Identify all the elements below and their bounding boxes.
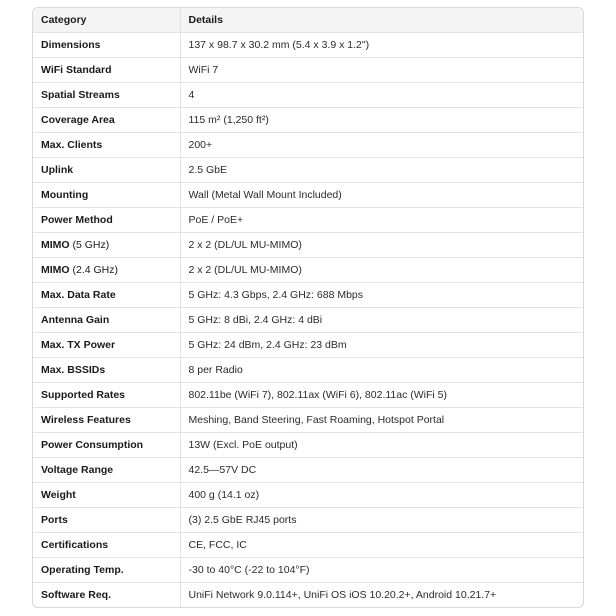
row-details: (3) 2.5 GbE RJ45 ports (180, 508, 583, 533)
row-details: -30 to 40°C (-22 to 104°F) (180, 558, 583, 583)
table-row (33, 283, 583, 308)
header-category: Category (33, 8, 180, 33)
table-row (33, 108, 583, 133)
category-suffix: (2.4 GHz) (69, 264, 119, 276)
table-row (33, 308, 583, 333)
row-category (33, 208, 180, 233)
table-row (33, 208, 583, 233)
row-details: WiFi 7 (180, 58, 583, 83)
row-details: 2.5 GbE (180, 158, 583, 183)
category-label: Max. TX Power (41, 339, 116, 351)
table-row (33, 558, 583, 583)
specs-table (33, 8, 583, 607)
table-header-row (33, 8, 583, 33)
row-details: 115 m² (1,250 ft²) (180, 108, 583, 133)
category-label: Operating Temp. (41, 564, 124, 576)
row-details: 8 per Radio (180, 358, 583, 383)
row-category (33, 283, 180, 308)
row-category (33, 408, 180, 433)
row-details: UniFi Network 9.0.114+, UniFi OS iOS 10.20.2+, Android 10.21.7+ (188, 589, 497, 601)
category-label: Power Method (41, 214, 113, 226)
category-label: Ports (41, 514, 68, 526)
category-label: Antenna Gain (41, 314, 110, 326)
row-category (33, 383, 180, 408)
row-details: 400 g (14.1 oz) (180, 483, 583, 508)
category-label: Power Consumption (41, 439, 144, 451)
row-details: Meshing, Band Steering, Fast Roaming, Hotspot Portal (180, 408, 583, 433)
header-details: Details (180, 8, 583, 33)
table-row (33, 58, 583, 83)
category-label: Max. Data Rate (41, 289, 116, 301)
table-row (33, 83, 583, 108)
row-category (33, 433, 180, 458)
row-details: 200+ (180, 133, 583, 158)
category-label: Software Req. (41, 589, 112, 601)
row-category (33, 458, 180, 483)
table-row (33, 433, 583, 458)
row-details: 42.5—57V DC (180, 458, 583, 483)
table-row (33, 408, 583, 433)
table-row (33, 33, 583, 58)
row-category (33, 258, 180, 283)
table-row (33, 458, 583, 483)
row-category (33, 233, 180, 258)
row-category (33, 333, 180, 358)
category-label: Certifications (41, 539, 109, 551)
row-category (33, 583, 180, 608)
row-category (33, 533, 180, 558)
row-category (33, 83, 180, 108)
row-category (33, 483, 180, 508)
table-row (33, 583, 583, 608)
table-row (33, 533, 583, 558)
row-details: 5 GHz: 8 dBi, 2.4 GHz: 4 dBi (180, 308, 583, 333)
category-label: Wireless Features (41, 414, 131, 426)
row-category (33, 183, 180, 208)
category-label: MIMO (41, 264, 70, 276)
table-row (33, 183, 583, 208)
category-label: Coverage Area (41, 114, 115, 126)
table-row (33, 508, 583, 533)
row-category (33, 558, 180, 583)
row-category (33, 358, 180, 383)
row-details: CE, FCC, IC (180, 533, 583, 558)
row-details: 802.11be (WiFi 7), 802.11ax (WiFi 6), 802.11ac (WiFi 5) (180, 383, 583, 408)
table-row (33, 258, 583, 283)
category-label: Weight (41, 489, 76, 501)
category-label: Uplink (41, 164, 74, 176)
category-label: Spatial Streams (41, 89, 120, 101)
row-category (33, 33, 180, 58)
table-row (33, 233, 583, 258)
category-label: Max. BSSIDs (41, 364, 106, 376)
row-details: 4 (180, 83, 583, 108)
row-category (33, 58, 180, 83)
row-details: PoE / PoE+ (180, 208, 583, 233)
category-label: Voltage Range (41, 464, 114, 476)
category-label: Max. Clients (41, 139, 103, 151)
category-suffix: (5 GHz) (69, 239, 110, 251)
category-label: MIMO (41, 239, 70, 251)
table-row (33, 158, 583, 183)
category-label: WiFi Standard (41, 64, 112, 76)
table-row (33, 483, 583, 508)
row-details: 13W (Excl. PoE output) (180, 433, 583, 458)
row-details: 2 x 2 (DL/UL MU-MIMO) (180, 258, 583, 283)
table-row (33, 358, 583, 383)
specs-table-container (32, 7, 584, 608)
category-label: Dimensions (41, 39, 101, 51)
table-row (33, 333, 583, 358)
table-row (33, 383, 583, 408)
row-category (33, 308, 180, 333)
row-details: Wall (Metal Wall Mount Included) (180, 183, 583, 208)
row-details: 5 GHz: 24 dBm, 2.4 GHz: 23 dBm (180, 333, 583, 358)
row-category (33, 508, 180, 533)
row-details: 2 x 2 (DL/UL MU-MIMO) (180, 233, 583, 258)
row-category (33, 133, 180, 158)
row-category (33, 158, 180, 183)
category-label: Mounting (41, 189, 89, 201)
row-details: 137 x 98.7 x 30.2 mm (5.4 x 3.9 x 1.2") (180, 33, 583, 58)
category-label: Supported Rates (41, 389, 126, 401)
table-row (33, 133, 583, 158)
row-category (33, 108, 180, 133)
row-details: 5 GHz: 4.3 Gbps, 2.4 GHz: 688 Mbps (180, 283, 583, 308)
